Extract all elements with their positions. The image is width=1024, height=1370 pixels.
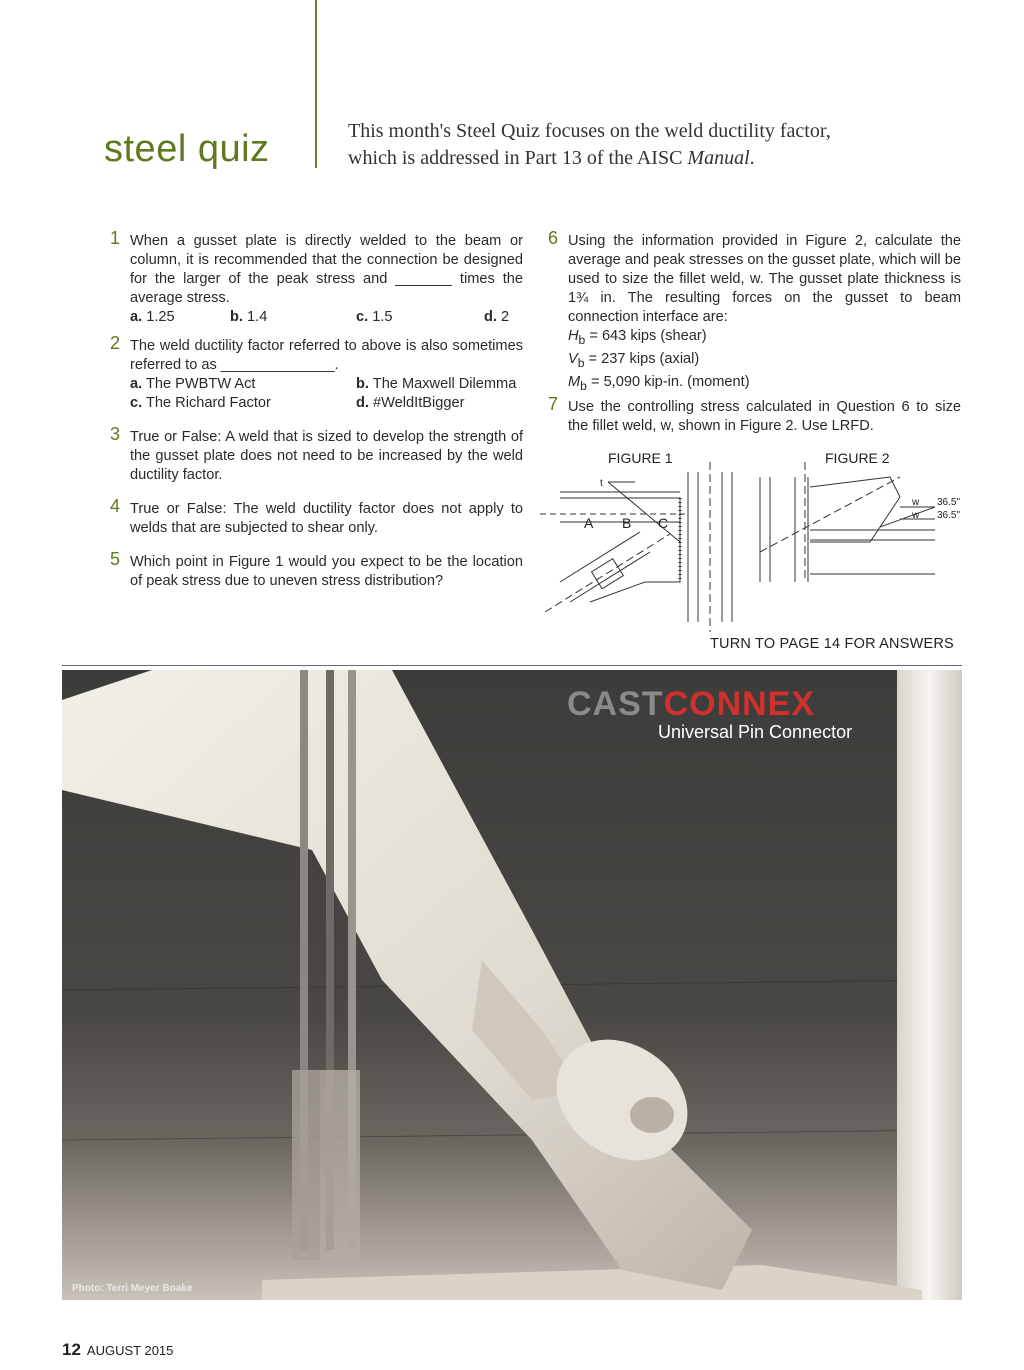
force-mb: $M_b = 5,090$ kip-in. (moment): [568, 373, 750, 393]
photo-credit: Photo: Terri Meyer Boake: [72, 1283, 193, 1294]
question-3: 3 True or False: A weld that is sized to develop the strength of the gusset plate does not need to be increased by the weld ductility factor.: [110, 424, 523, 483]
figure-1-label: FIGURE 1: [608, 450, 673, 466]
question-5: 5 Which point in Figure 1 would you expect to be the location of peak stress due to uneven stress distribution?: [110, 549, 523, 589]
question-4: 4 True or False: The weld ductility factor does not apply to welds that are subjected to shear only.: [110, 496, 523, 536]
header-divider: [315, 0, 317, 168]
question-2: 2 The weld ductility factor referred to above is also sometimes referred to as ______________. a. The PWBTW Act b. The Maxwell Dilemma c. The Richard Factor d. #WeldItBigger: [110, 333, 523, 411]
figure-1-point-c: C: [658, 515, 669, 531]
question-1: 1 When a gusset plate is directly welded to the beam or column, it is recommended that the connection be designed for the larger of the peak stress and _______ times the average stress. a. 1.25 b. 1.4 c. 1.5 d. 2: [110, 228, 523, 325]
force-hb: $H_b = 643$ kips (shear): [568, 328, 707, 347]
issue-date: AUGUST 2015: [86, 1343, 174, 1358]
castconnex-ad-photo: [62, 670, 962, 1300]
question-2-options: a. The PWBTW Act b. The Maxwell Dilemma c. The Richard Factor d. #WeldItBigger: [130, 376, 517, 411]
figure-1-point-a: A: [584, 515, 594, 531]
force-vb: $V_b = 237$ kips (axial): [568, 350, 700, 370]
intro-text: This month's Steel Quiz focuses on the weld ductility factor, which is addressed in Part 13 of the AISC Manual.: [348, 120, 831, 169]
figure-2-dim-1: 36.5": [937, 497, 961, 508]
question-7: 7 Use the controlling stress calculated in Question 6 to size the fillet weld, w, shown in Figure 2. Use LRFD.: [548, 394, 961, 434]
figure-2-w-label-2: w: [912, 510, 920, 521]
answers-note: TURN TO PAGE 14 FOR ANSWERS: [710, 636, 954, 652]
ad-photo-illustration: [62, 670, 962, 1300]
figures-diagram: [540, 462, 970, 632]
page-number: 12: [62, 1340, 81, 1359]
figure-1-t-label: t: [600, 478, 603, 489]
ad-tagline: Universal Pin Connector: [658, 722, 853, 742]
section-divider: [62, 665, 962, 666]
castconnex-logo: CASTCONNEX: [567, 685, 816, 723]
question-1-options: a. 1.25 b. 1.4 c. 1.5 d. 2: [130, 309, 510, 325]
section-title: steel quiz: [104, 128, 270, 170]
figure-2-w-label-1: w: [912, 497, 920, 508]
figure-1-point-b: B: [622, 515, 632, 531]
figure-2-dim-2: 36.5": [937, 510, 961, 521]
question-6: 6 Using the information provided in Figure 2, calculate the average and peak stresses on the gusset plate, which will be used to size the fillet weld, w. The gusset plate thickness is 1¾ in. The resulting forces on the gusset to beam connection interface are: $H_b = 643$ kips (shear) $V_b = 237$ kips (axial) $M_b = 5,090$ kip-in. (moment): [568, 232, 961, 396]
figure-2-label: FIGURE 2: [825, 450, 890, 466]
page-footer: [62, 1340, 173, 1360]
